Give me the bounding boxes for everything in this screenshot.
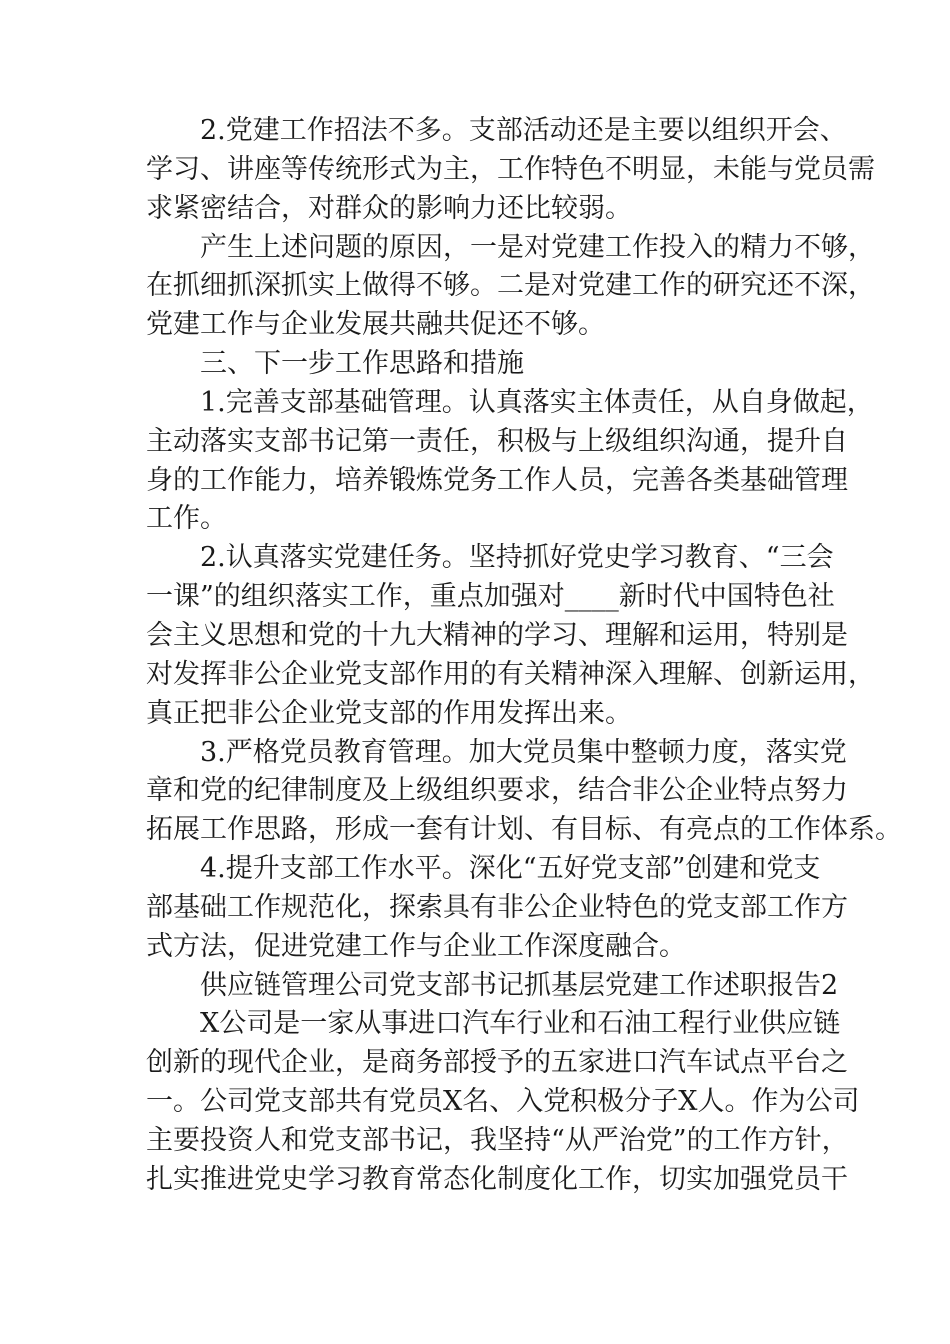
text-line: 创新的现代企业，是商务部授予的五家进口汽车试点平台之 [146,1047,848,1079]
text-line: 求紧密结合，对群众的影响力还比较弱。 [146,192,632,224]
text-line: 2.认真落实党建任务。坚持抓好党史学习教育、“三会 [200,542,834,574]
text-line: 三、下一步工作思路和措施 [200,348,524,380]
text-line: 部基础工作规范化，探索具有非公企业特色的党支部工作方 [146,891,848,923]
text-line: 工作。 [146,503,227,535]
text-line: 拓展工作思路，形成一套有计划、有目标、有亮点的工作体系。 [146,814,902,846]
text-line: 供应链管理公司党支部书记抓基层党建工作述职报告2 [200,969,839,1001]
text-line: 主要投资人和党支部书记，我坚持“从严治党”的工作方针， [146,1124,849,1156]
text-line: 会主义思想和党的十九大精神的学习、理解和运用，特别是 [146,619,848,651]
text-line: 学习、讲座等传统形式为主，工作特色不明显，未能与党员需 [146,153,875,185]
text-line: 1.完善支部基础管理。认真落实主体责任，从自身做起， [200,386,874,418]
text-line: 4.提升支部工作水平。深化“五好党支部”创建和党支 [200,853,821,885]
text-line: 章和党的纪律制度及上级组织要求，结合非公企业特点努力 [146,775,848,807]
text-line: 在抓细抓深抓实上做得不够。二是对党建工作的研究还不深， [146,270,875,302]
text-line: 式方法，促进党建工作与企业工作深度融合。 [146,930,686,962]
text-line: X公司是一家从事进口汽车行业和石油工程行业供应链 [200,1008,841,1040]
text-line: 身的工作能力，培养锻炼党务工作人员，完善各类基础管理 [146,464,848,496]
text-line: 一课”的组织落实工作，重点加强对____新时代中国特色社 [146,581,835,613]
text-line: 对发挥非公企业党支部作用的有关精神深入理解、创新运用， [146,658,875,690]
text-line: 扎实推进党史学习教育常态化制度化工作，切实加强党员干 [146,1163,848,1195]
text-line: 3.严格党员教育管理。加大党员集中整顿力度，落实党 [200,736,847,768]
text-line: 一。公司党支部共有党员X名、入党积极分子X人。作为公司 [146,1086,860,1118]
text-line: 主动落实支部书记第一责任，积极与上级组织沟通，提升自 [146,425,848,457]
text-line: 党建工作与企业发展共融共促还不够。 [146,309,605,341]
text-line: 真正把非公企业党支部的作用发挥出来。 [146,697,632,729]
document-body [146,112,902,1200]
text-line: 2.党建工作招法不多。支部活动还是主要以组织开会、 [200,115,847,146]
text-line: 产生上述问题的原因，一是对党建工作投入的精力不够， [200,231,875,263]
